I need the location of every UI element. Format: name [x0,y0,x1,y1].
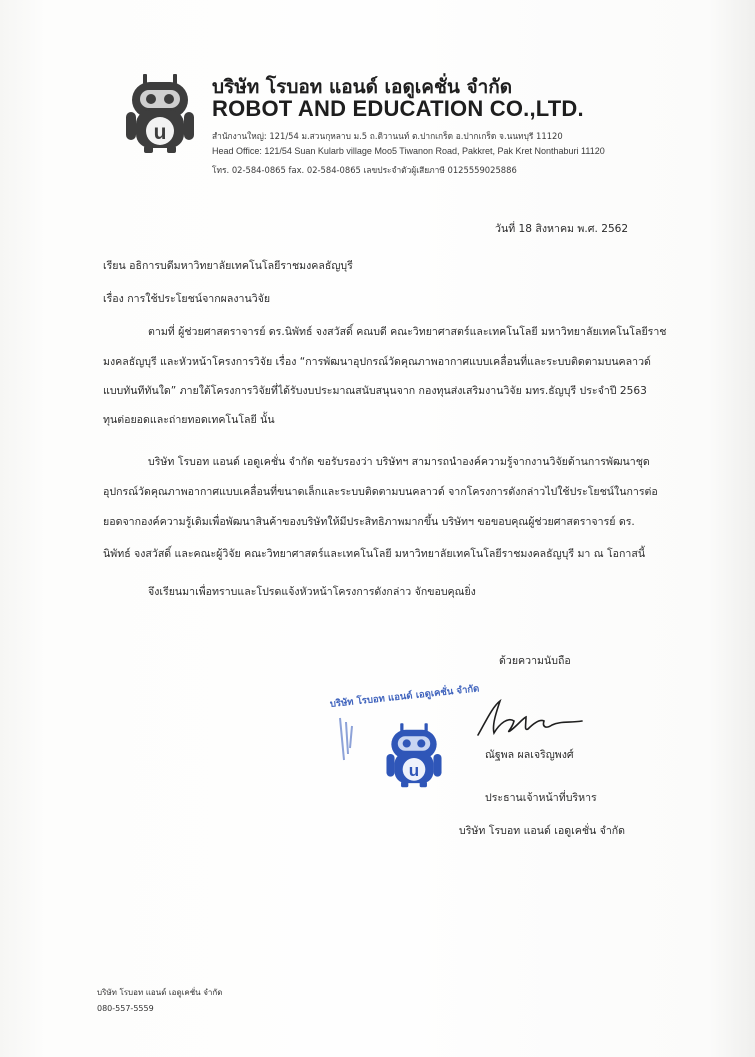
stamp-company-text: บริษัท โรบอท แอนด์ เอดูเคชั่น จำกัด [329,683,480,710]
footer-phone: 080-557-5559 [97,1004,154,1013]
paragraph-3: จึงเรียนมาเพื่อทราบและโปรดแจ้งหัวหน้าโครงการดังกล่าว จักขอบคุณยิ่ง [148,586,476,598]
paragraph-1-line: ทุนต่อยอดและถ่ายทอดเทคโนโลยี นั้น [103,414,275,426]
letter-subject: เรื่อง การใช้ประโยชน์จากผลงานวิจัย [103,293,271,305]
letter-recipient: เรียน อธิการบดีมหาวิทยาลัยเทคโนโลยีราชมงคลธัญบุรี [103,260,353,272]
paragraph-2-line: อุปกรณ์วัดคุณภาพอากาศแบบเคลื่อนที่ขนาดเล็กและระบบติดตามบนคลาวด์ จากโครงการดังกล่าวไปใช้ประโยชน์ในการต่อ [103,486,658,498]
footer-company: บริษัท โรบอท แอนด์ เอดูเคชั่น จำกัด [97,988,223,997]
address-thai: สำนักงานใหญ่: 121/54 ม.สวนกุหลาบ ม.5 ถ.ติวานนท์ ต.ปากเกร็ด อ.ปากเกร็ด จ.นนทบุรี 11120 [212,131,563,141]
contact-info: โทร. 02-584-0865 fax. 02-584-0865 เลขประจำตัวผู้เสียภาษี 0125559025886 [212,165,517,175]
signer-position: ประธานเจ้าหน้าที่บริหาร [485,792,597,804]
signer-name: ณัฐพล ผลเจริญพงศ์ [485,749,574,761]
address-english: Head Office: 121/54 Suan Kularb village Moo5 Tiwanon Road, Pakkret, Pak Kret Nonthaburi 11120 [212,146,605,156]
paragraph-1-line: ตามที่ ผู้ช่วยศาสตราจารย์ ดร.นิพัทธ์ จงสวัสดิ์ คณบดี คณะวิทยาศาสตร์และเทคโนโลยี มหาวิทยาลัยเทคโนโลยีราช [148,326,667,338]
company-name-english: ROBOT AND EDUCATION CO.,LTD. [212,96,584,121]
paragraph-2-line: ยอดจากองค์ความรู้เดิมเพื่อพัฒนาสินค้าของบริษัทให้มีประสิทธิภาพมากขึ้น บริษัทฯ ขอขอบคุณผู้ช่วยศาสตราจารย์ ดร. [103,516,635,528]
stamp-ink-mark [336,714,366,764]
letter-date: วันที่ 18 สิงหาคม พ.ศ. 2562 [495,223,629,235]
handwritten-signature [470,695,590,745]
paragraph-2-line: บริษัท โรบอท แอนด์ เอดูเคชั่น จำกัด ขอรับรองว่า บริษัทฯ สามารถนำองค์ความรู้จากงานวิจัยด้านการพัฒนาชุด [148,456,650,468]
robot-stamp-icon [380,720,448,788]
paragraph-1-line: แบบทันทีทันใด” ภายใต้โครงการวิจัยที่ได้รับงบประมาณสนับสนุนจาก กองทุนส่งเสริมงานวิจัย มทร.ธัญบุรี ประจำปี 2563 [103,385,647,397]
paragraph-2-line: นิพัทธ์ จงสวัสดิ์ และคณะผู้วิจัย คณะวิทยาศาสตร์และเทคโนโลยี มหาวิทยาลัยเทคโนโลยีราชมงคลธัญบุรี มา ณ โอกาสนี้ [103,548,646,560]
svg-text:u: u [153,121,167,144]
robot-logo-icon [118,70,202,154]
company-name-thai: บริษัท โรบอท แอนด์ เอดูเคชั่น จำกัด [212,76,513,98]
svg-text:u: u [408,760,420,780]
closing-salutation: ด้วยความนับถือ [499,655,571,667]
signer-company: บริษัท โรบอท แอนด์ เอดูเคชั่น จำกัด [459,825,626,837]
paragraph-1-line: มงคลธัญบุรี และหัวหน้าโครงการวิจัย เรื่อง “การพัฒนาอุปกรณ์วัดคุณภาพอากาศแบบเคลื่อนที่และระบบติดตามบนคลาวด์ [103,356,651,368]
